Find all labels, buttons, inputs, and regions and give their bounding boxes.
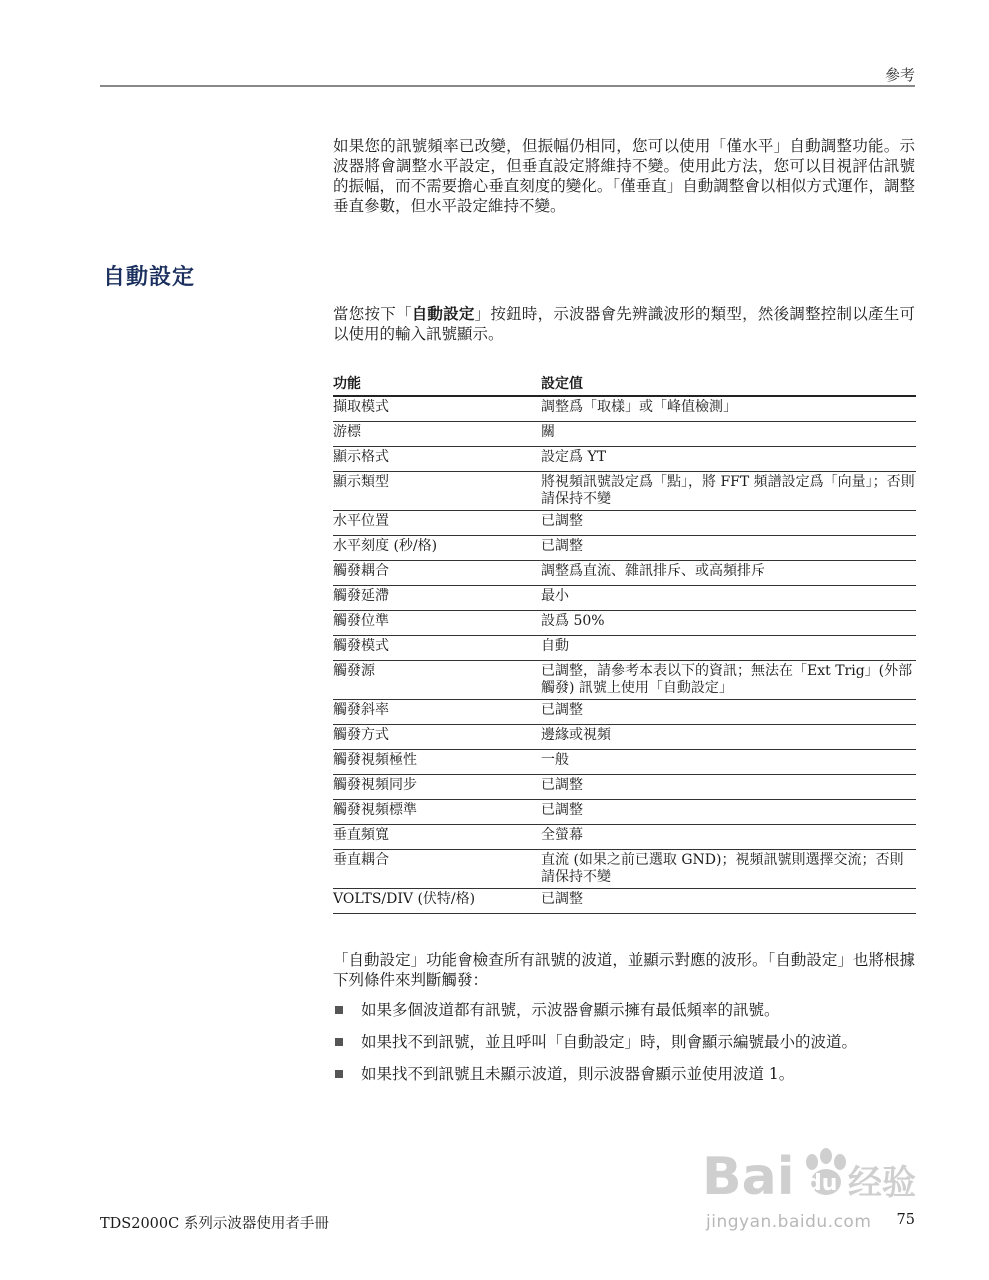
- table-header-row: [333, 371, 916, 396]
- trigger-conditions-list: [333, 1000, 915, 1096]
- function-cell: 觸發源: [333, 661, 541, 700]
- table-row: [333, 825, 916, 850]
- table-row: [333, 850, 916, 889]
- para-text-before: 當您按下「: [333, 305, 412, 323]
- section-title: 自動設定: [103, 265, 196, 290]
- table-row: [333, 611, 916, 636]
- setting-cell: 調整爲直流、雜訊排斥、或高頻排斥: [541, 561, 916, 586]
- setting-cell: 已調整: [541, 889, 916, 914]
- setting-cell: 已調整，請參考本表以下的資訊；無法在「Ext Trig」(外部觸發) 訊號上使用「自動設定」: [541, 661, 916, 700]
- table-row: [333, 586, 916, 611]
- function-cell: 觸發延滯: [333, 586, 541, 611]
- function-cell: 游標: [333, 422, 541, 447]
- header-divider: [100, 85, 915, 87]
- function-cell: 垂直耦合: [333, 850, 541, 889]
- setting-cell: 將視頻訊號設定爲「點」，將 FFT 頻譜設定爲「向量」；否則請保持不變: [541, 472, 916, 511]
- autoset-settings-table: [333, 371, 916, 914]
- list-item: [333, 1064, 915, 1084]
- bullet-square-icon: [335, 1038, 343, 1046]
- setting-cell: 調整爲「取樣」或「峰值檢測」: [541, 396, 916, 422]
- table-row: [333, 661, 916, 700]
- function-cell: 顯示類型: [333, 472, 541, 511]
- table-row: [333, 447, 916, 472]
- setting-cell: 全螢幕: [541, 825, 916, 850]
- watermark-brand-text: Bai: [702, 1147, 795, 1207]
- setting-cell: 直流 (如果之前已選取 GND)；視頻訊號則選擇交流；否則請保持不變: [541, 850, 916, 889]
- function-cell: 觸發模式: [333, 636, 541, 661]
- watermark-url: jingyan.baidu.com: [706, 1212, 872, 1232]
- footer-manual-title: TDS2000C 系列示波器使用者手冊: [100, 1216, 329, 1232]
- setting-cell: 邊緣或視頻: [541, 725, 916, 750]
- table-row: [333, 561, 916, 586]
- para-text-after: 」按鈕時，示波器會先辨識波形的類型，然後調整控制以產生可以使用的輸入訊號顯示。: [333, 305, 915, 343]
- setting-cell: 已調整: [541, 536, 916, 561]
- table-row: [333, 422, 916, 447]
- table-row: [333, 536, 916, 561]
- bullet-square-icon: [335, 1070, 343, 1078]
- function-cell: 觸發位準: [333, 611, 541, 636]
- autoset-keyword: 自動設定: [411, 305, 475, 323]
- list-item-text: 如果找不到訊號且未顯示波道，則示波器會顯示並使用波道 1。: [361, 1065, 795, 1083]
- list-item: [333, 1000, 915, 1020]
- table-row: [333, 511, 916, 536]
- intro-paragraph: 如果您的訊號頻率已改變，但振幅仍相同，您可以使用「僅水平」自動調整功能。示波器將會調整水平設定，但垂直設定將維持不變。使用此方法，您可以目視評估訊號的振幅，而不需要擔心垂直刻度的變化。「僅垂直」自動調整會以相似方式運作，調整垂直參數，但水平設定維持不變。: [333, 137, 915, 215]
- function-cell: 觸發方式: [333, 725, 541, 750]
- setting-cell: 已調整: [541, 800, 916, 825]
- setting-cell: 關: [541, 422, 916, 447]
- function-cell: 觸發視頻極性: [333, 750, 541, 775]
- table-body: [333, 396, 916, 914]
- function-cell: 水平刻度 (秒/格): [333, 536, 541, 561]
- after-table-paragraph: 「自動設定」功能會檢查所有訊號的波道，並顯示對應的波形。「自動設定」也將根據下列條件來判斷觸發：: [333, 951, 915, 989]
- table-row: [333, 750, 916, 775]
- function-cell: 觸發視頻同步: [333, 775, 541, 800]
- function-cell: 垂直頻寬: [333, 825, 541, 850]
- table-row: [333, 889, 916, 914]
- table-row: [333, 700, 916, 725]
- setting-cell: 最小: [541, 586, 916, 611]
- setting-cell: 已調整: [541, 775, 916, 800]
- table-row: [333, 775, 916, 800]
- function-cell: 觸發斜率: [333, 700, 541, 725]
- function-cell: VOLTS/DIV (伏特/格): [333, 889, 541, 914]
- table-row: [333, 472, 916, 511]
- function-cell: 顯示格式: [333, 447, 541, 472]
- setting-cell: 自動: [541, 636, 916, 661]
- function-cell: 觸發視頻標準: [333, 800, 541, 825]
- function-cell: 觸發耦合: [333, 561, 541, 586]
- footer-page-number: 75: [896, 1212, 915, 1228]
- baidu-jingyan-watermark-logo: [700, 1140, 925, 1210]
- setting-cell: 一般: [541, 750, 916, 775]
- list-item-text: 如果多個波道都有訊號，示波器會顯示擁有最低頻率的訊號。: [361, 1001, 780, 1019]
- bullet-square-icon: [335, 1006, 343, 1014]
- setting-cell: 設爲 50%: [541, 611, 916, 636]
- section-intro-paragraph: [333, 304, 915, 344]
- setting-cell: 設定爲 YT: [541, 447, 916, 472]
- list-item: [333, 1032, 915, 1052]
- function-cell: 水平位置: [333, 511, 541, 536]
- column-header-function: 功能: [333, 371, 541, 396]
- setting-cell: 已調整: [541, 511, 916, 536]
- table-row: [333, 800, 916, 825]
- table-row: [333, 725, 916, 750]
- watermark-brand-cn: 经验: [848, 1163, 916, 1203]
- table-row: [333, 636, 916, 661]
- column-header-setting: 設定值: [541, 371, 916, 396]
- watermark-brand-text-2: du: [806, 1171, 838, 1196]
- table-row: [333, 396, 916, 422]
- header-section-label: 參考: [884, 66, 915, 84]
- function-cell: 擷取模式: [333, 396, 541, 422]
- setting-cell: 已調整: [541, 700, 916, 725]
- list-item-text: 如果找不到訊號，並且呼叫「自動設定」時，則會顯示編號最小的波道。: [361, 1033, 858, 1051]
